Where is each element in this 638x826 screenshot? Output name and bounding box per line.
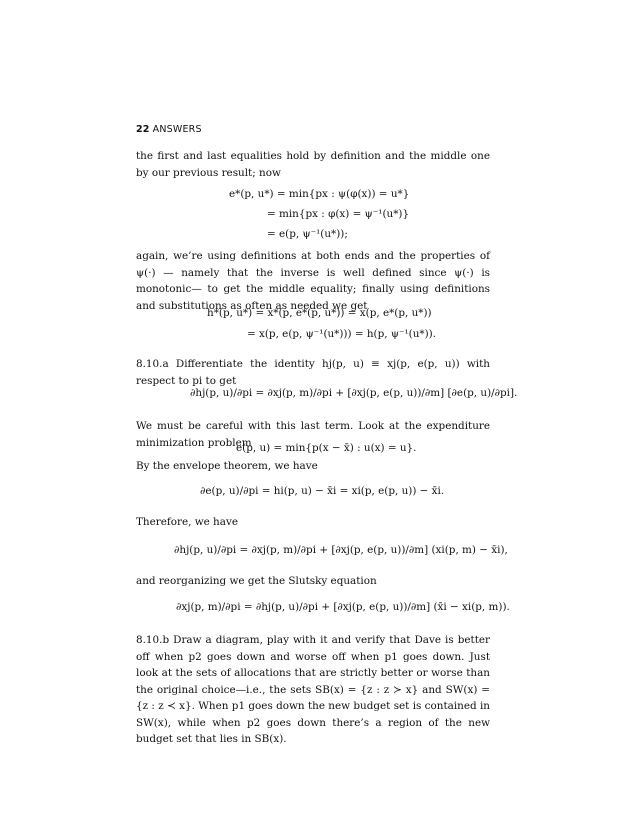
paragraph-6: Therefore, we have: [136, 516, 238, 528]
paragraph-7: and reorganizing we get the Slutsky equation: [136, 575, 377, 587]
equation-1-line-2: = min{px : φ(x) = ψ⁻¹(u*)}: [267, 208, 410, 220]
paragraph-2: again, we’re using definitions at both ends and the properties of ψ(·) — namely that the inverse is well defined since ψ(·) is monotonic— to get the middle equality; finally using definitions and substitutions as often as needed we get: [136, 250, 490, 312]
equation-3: ∂hj(p, u)/∂pi = ∂xj(p, m)/∂pi + [∂xj(p, e(p, u))/∂m] [∂e(p, u)/∂pi].: [190, 387, 518, 399]
section-title: ANSWERS: [152, 124, 202, 135]
equation-1-line-3: = e(p, ψ⁻¹(u*));: [267, 228, 348, 240]
equation-2-line-2: = x(p, e(p, ψ⁻¹(u*))) = h(p, ψ⁻¹(u*)).: [247, 328, 437, 340]
equation-5: ∂e(p, u)/∂pi = hi(p, u) − x̄i = xi(p, e(p, u)) − x̄i.: [200, 485, 445, 497]
paragraph-1: the first and last equalities hold by definition and the middle one by our previous result; now: [136, 150, 490, 179]
paragraph-3: 8.10.a Differentiate the identity hj(p, u) ≡ xj(p, e(p, u)) with respect to pi to get: [136, 358, 490, 387]
equation-4: e(p, u) = min{p(x − x̄) : u(x) = u}.: [236, 442, 417, 454]
paragraph-8: 8.10.b Draw a diagram, play with it and verify that Dave is better off when p2 goes down and worse off when p1 goes down. Just look at the sets of allocations that are strictly better or worse than the original choice—i.e., the sets SB(x) = {z : z ≻ x} and SW(x) = {z : z ≺ x}. When p1 goes down the new budget set is contained in SW(x), while when p2 goes down there’s a region of the new budget set that lies in SB(x).: [136, 634, 490, 745]
equation-1-line-1: e*(p, u*) = min{px : ψ(φ(x)) = u*}: [229, 188, 410, 200]
paragraph-5: By the envelope theorem, we have: [136, 460, 318, 472]
paragraph-4: We must be careful with this last term. Look at the expenditure minimization problem: [136, 420, 490, 449]
running-header: [136, 124, 202, 135]
equation-6: ∂hj(p, u)/∂pi = ∂xj(p, m)/∂pi + [∂xj(p, e(p, u))/∂m] (xi(p, m) − x̄i),: [174, 544, 508, 556]
page-number: 22: [136, 124, 150, 135]
equation-7: ∂xj(p, m)/∂pi = ∂hj(p, u)/∂pi + [∂xj(p, e(p, u))/∂m] (x̄i − xi(p, m)).: [176, 601, 510, 613]
equation-2-line-1: h*(p, u*) = x*(p, e*(p, u*)) = x(p, e*(p, u*)): [207, 307, 432, 319]
